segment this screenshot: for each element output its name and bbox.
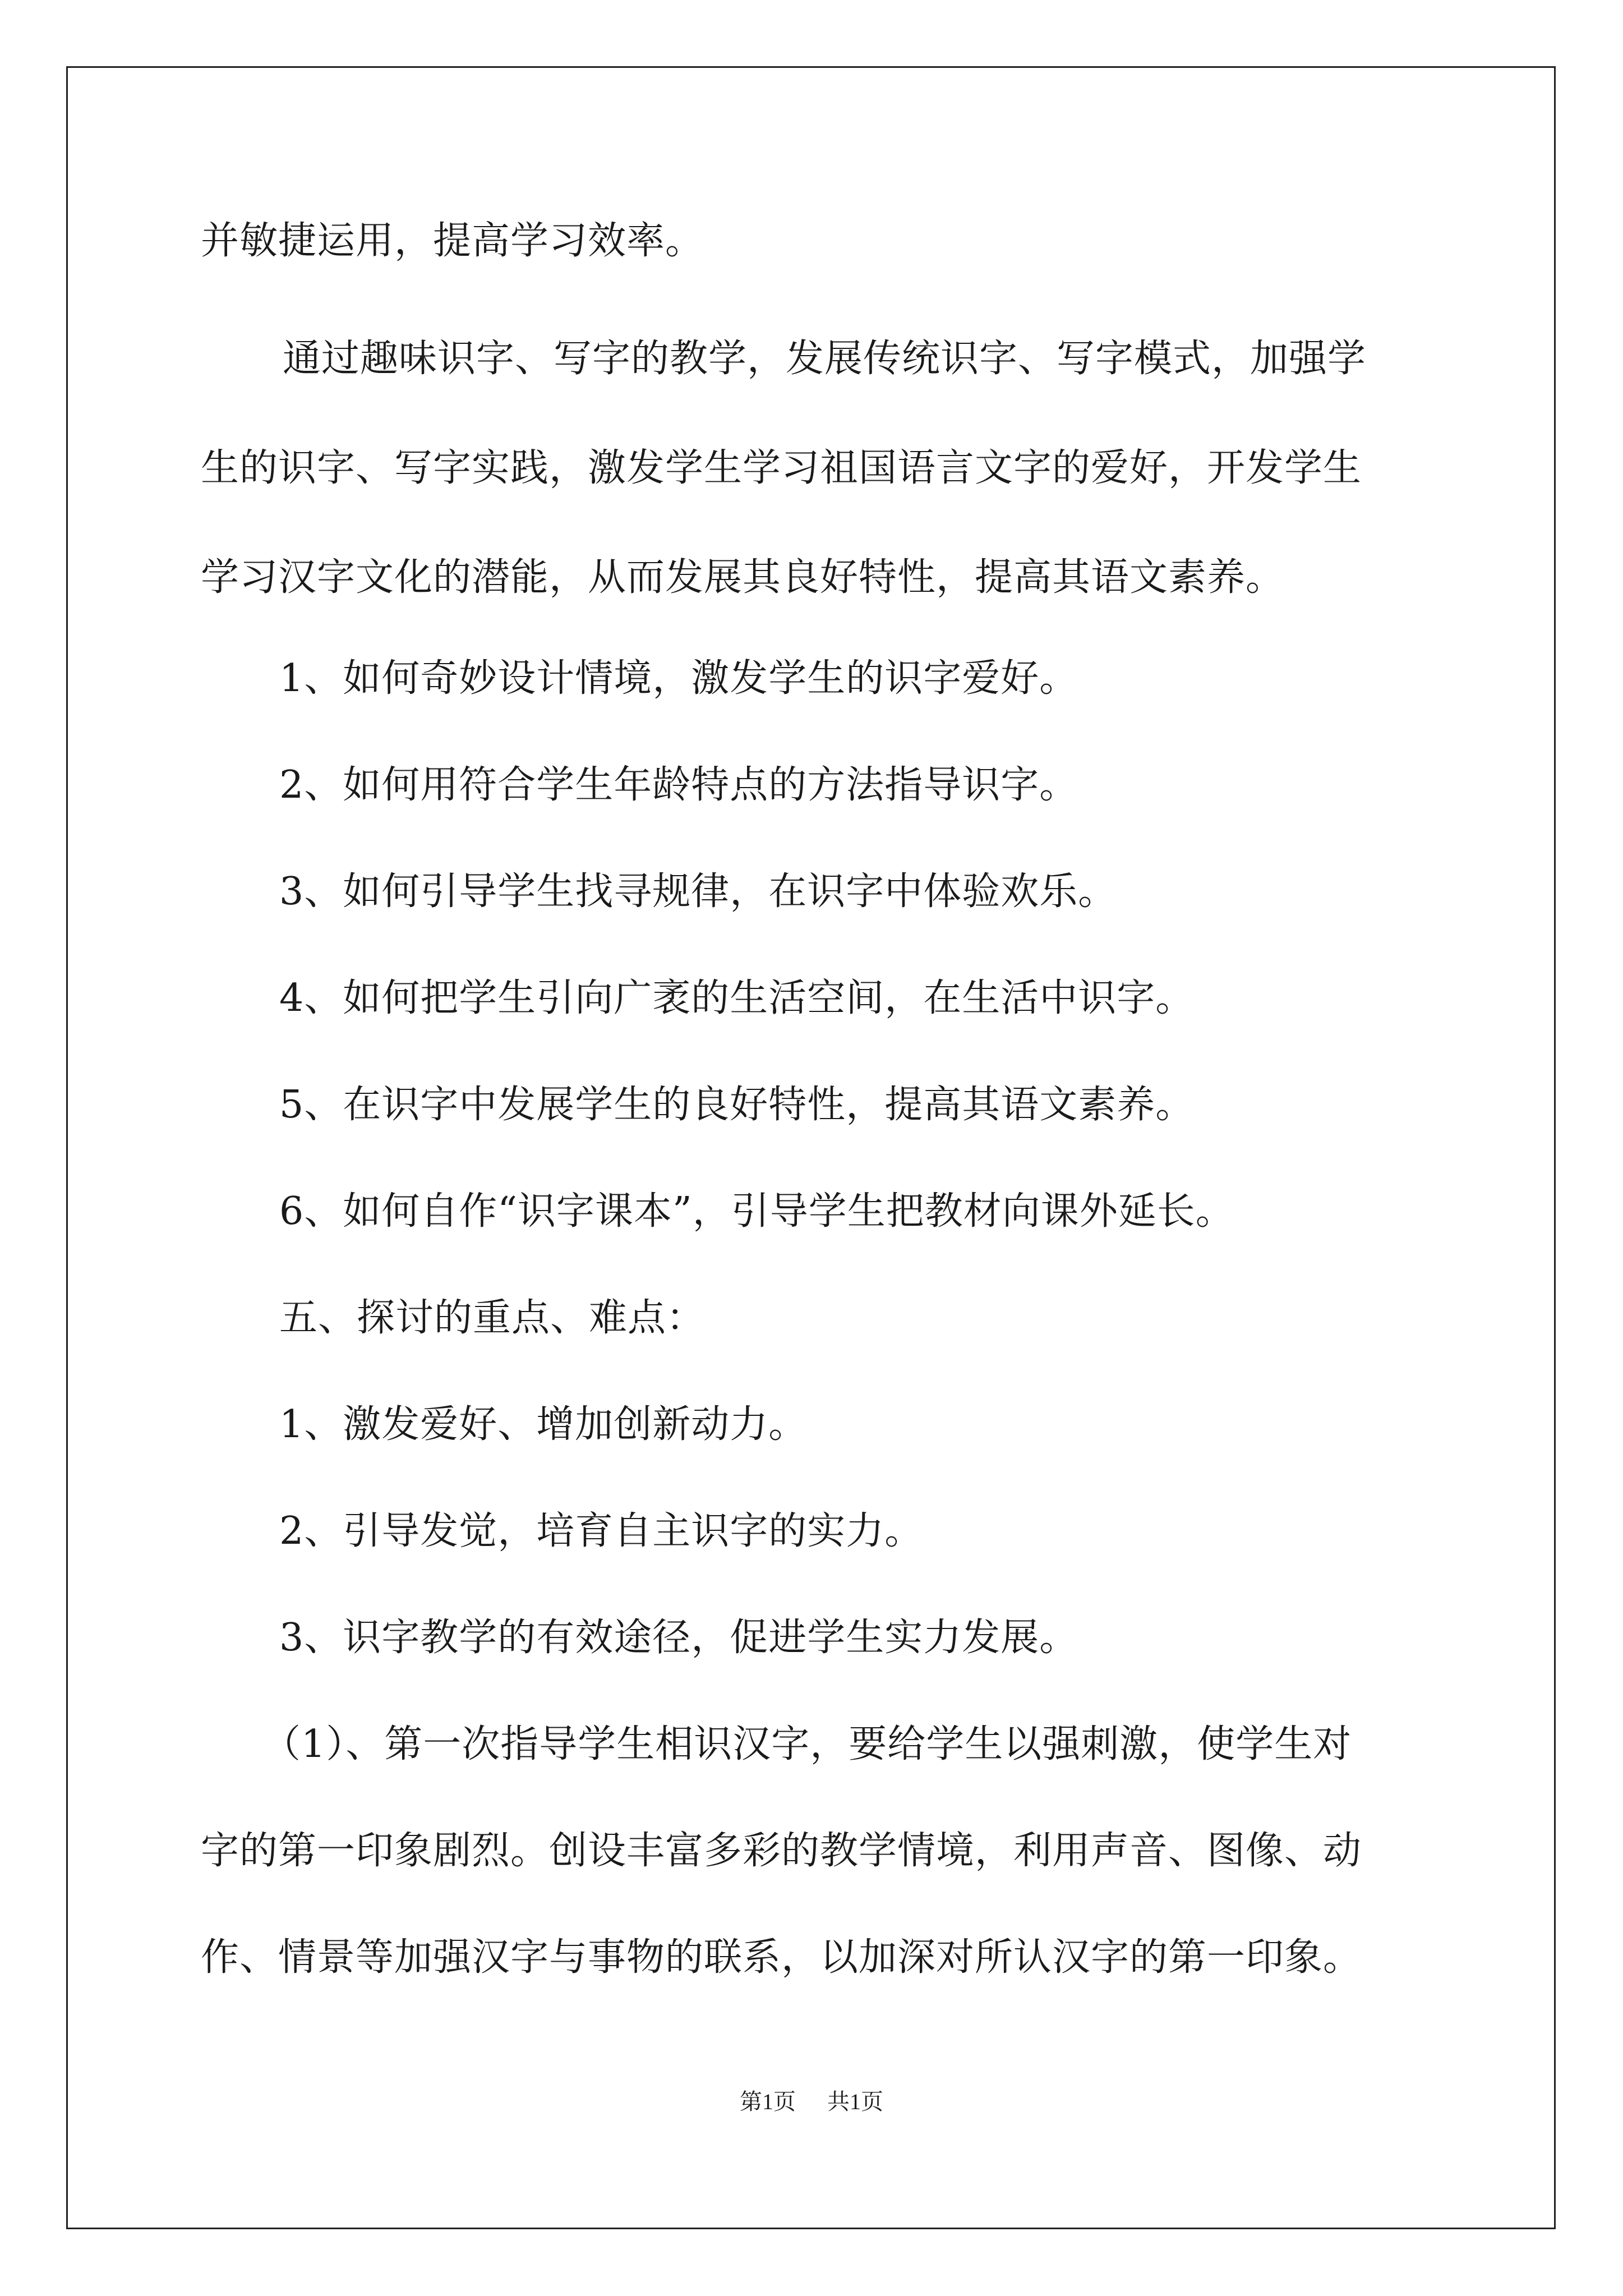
section-heading: 五、探讨的重点、难点： <box>279 1296 706 1340</box>
text-line: 2、如何用符合学生年龄特点的方法指导识字。 <box>279 763 1078 807</box>
text-line: 学习汉字文化的潜能，从而发展其良好特性，提高其语文素养。 <box>201 555 1285 600</box>
page-total: 共1页 <box>827 2089 883 2114</box>
page-border <box>66 66 1556 2229</box>
text-line: 2、引导发觉，培育自主识字的实力。 <box>279 1509 924 1553</box>
text-line: 作、情景等加强汉字与事物的联系，以加深对所认汉字的第一印象。 <box>201 1935 1362 1980</box>
text-line: （1）、第一次指导学生相识汉字，要给学生以强刺激，使学生对 <box>262 1722 1352 1766</box>
text-line: 通过趣味识字、写字的教学，发展传统识字、写字模式，加强学 <box>283 337 1367 381</box>
text-line: 5、在识字中发展学生的良好特性，提高其语文素养。 <box>279 1083 1195 1127</box>
page-number: 第1页 <box>740 2089 796 2114</box>
text-line: 并敏捷运用，提高学习效率。 <box>201 219 704 263</box>
text-line: 6、如何自作“识字课本”，引导学生把教材向课外延长。 <box>279 1189 1234 1234</box>
text-line: 1、激发爱好、增加创新动力。 <box>279 1402 808 1447</box>
text-line: 字的第一印象剧烈。创设丰富多彩的教学情境，利用声音、图像、动 <box>201 1829 1362 1873</box>
text-line: 1、如何奇妙设计情境，激发学生的识字爱好。 <box>279 656 1078 701</box>
text-line: 3、识字教学的有效途径，促进学生实力发展。 <box>279 1616 1078 1660</box>
text-line: 生的识字、写字实践，激发学生学习祖国语言文字的爱好，开发学生 <box>201 446 1362 490</box>
text-line: 4、如何把学生引向广袤的生活空间，在生活中识字。 <box>279 976 1195 1020</box>
page-footer <box>0 2088 1623 2116</box>
text-line: 3、如何引导学生找寻规律，在识字中体验欢乐。 <box>279 869 1117 914</box>
